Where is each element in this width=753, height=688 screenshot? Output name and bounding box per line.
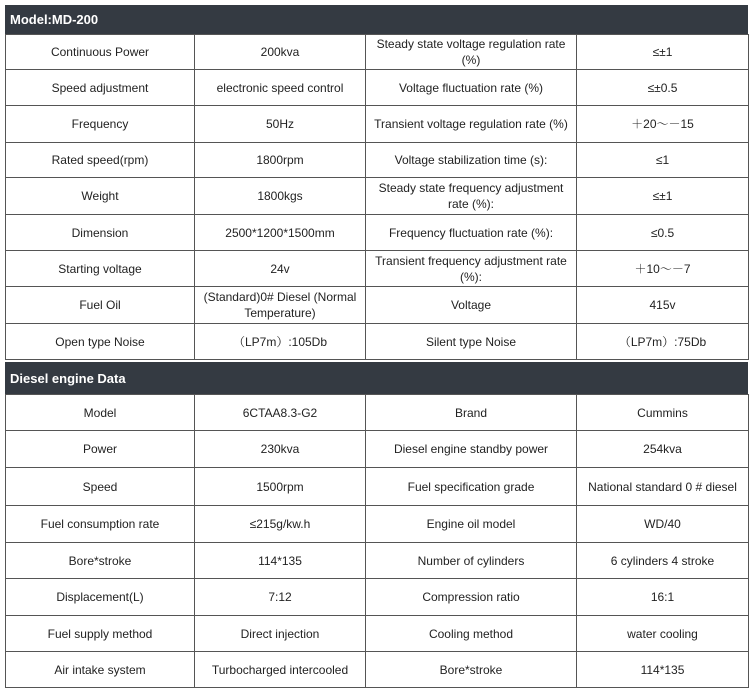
table-cell: Weight [6, 178, 195, 215]
table-cell: Turbocharged intercooled [195, 652, 366, 688]
table-row [6, 616, 749, 652]
table-cell: 16:1 [577, 579, 749, 616]
table-row [6, 431, 749, 468]
table-cell: Brand [366, 395, 577, 431]
table-cell: Cooling method [366, 616, 577, 652]
table-cell: Displacement(L) [6, 579, 195, 616]
table-cell: 6 cylinders 4 stroke [577, 543, 749, 579]
table-cell: Fuel consumption rate [6, 506, 195, 543]
table-cell: Transient frequency adjustment rate (%): [366, 251, 577, 287]
table-cell: （LP7m）:105Db [195, 324, 366, 360]
table-cell: Silent type Noise [366, 324, 577, 360]
table-cell: Voltage fluctuation rate (%) [366, 70, 577, 106]
table-cell: 1800kgs [195, 178, 366, 215]
table-row [6, 468, 749, 506]
table-cell: Rated speed(rpm) [6, 143, 195, 178]
table-cell: WD/40 [577, 506, 749, 543]
table-cell: ＋10～－7 [577, 251, 749, 287]
table-cell: 2500*1200*1500mm [195, 215, 366, 251]
table-cell: ≤215g/kw.h [195, 506, 366, 543]
table-cell: Air intake system [6, 652, 195, 688]
table-row [6, 251, 749, 287]
table-cell: Engine oil model [366, 506, 577, 543]
table-cell: Fuel supply method [6, 616, 195, 652]
table-cell: National standard 0 # diesel [577, 468, 749, 506]
table-cell: 200kva [195, 35, 366, 70]
table-row [6, 287, 749, 324]
table-row [6, 324, 749, 360]
table-cell: Speed [6, 468, 195, 506]
table-cell: Number of cylinders [366, 543, 577, 579]
table-cell: 1800rpm [195, 143, 366, 178]
table-cell: Continuous Power [6, 35, 195, 70]
table-cell: 230kva [195, 431, 366, 468]
table-cell: Voltage stabilization time (s): [366, 143, 577, 178]
table-cell: ≤±1 [577, 35, 749, 70]
table-cell: 6CTAA8.3-G2 [195, 395, 366, 431]
table-cell: Frequency fluctuation rate (%): [366, 215, 577, 251]
table-cell: Speed adjustment [6, 70, 195, 106]
table-cell: 415v [577, 287, 749, 324]
table-cell: Direct injection [195, 616, 366, 652]
table-cell: ≤0.5 [577, 215, 749, 251]
table-row [6, 579, 749, 616]
engine-spec-table [5, 394, 749, 688]
table-cell: 254kva [577, 431, 749, 468]
section-header-engine: Diesel engine Data [5, 362, 748, 394]
table-row [6, 106, 749, 143]
table-cell: Model [6, 395, 195, 431]
table-cell: 1500rpm [195, 468, 366, 506]
table-cell: Power [6, 431, 195, 468]
table-row [6, 70, 749, 106]
table-cell: Fuel Oil [6, 287, 195, 324]
table-cell: water cooling [577, 616, 749, 652]
table-cell: ＋20～－15 [577, 106, 749, 143]
section-header-model: Model:MD-200 [5, 5, 748, 34]
table-row [6, 178, 749, 215]
table-cell: Steady state frequency adjustment rate (%): [366, 178, 577, 215]
table-row [6, 652, 749, 688]
table-row [6, 543, 749, 579]
table-cell: electronic speed control [195, 70, 366, 106]
table-cell: Cummins [577, 395, 749, 431]
generator-spec-table [5, 34, 749, 360]
table-cell: (Standard)0# Diesel (Normal Temperature) [195, 287, 366, 324]
table-cell: Transient voltage regulation rate (%) [366, 106, 577, 143]
table-cell: Voltage [366, 287, 577, 324]
table-cell: Bore*stroke [366, 652, 577, 688]
table-cell: 50Hz [195, 106, 366, 143]
table-cell: 114*135 [195, 543, 366, 579]
table-cell: ≤±0.5 [577, 70, 749, 106]
table-cell: Diesel engine standby power [366, 431, 577, 468]
table-cell: ≤±1 [577, 178, 749, 215]
table-row [6, 215, 749, 251]
table-cell: Compression ratio [366, 579, 577, 616]
table-cell: Frequency [6, 106, 195, 143]
table-cell: 7:12 [195, 579, 366, 616]
table-cell: Starting voltage [6, 251, 195, 287]
table-row [6, 35, 749, 70]
table-row [6, 506, 749, 543]
spec-sheet [5, 5, 748, 688]
table-row [6, 395, 749, 431]
table-cell: Dimension [6, 215, 195, 251]
table-cell: Fuel specification grade [366, 468, 577, 506]
table-cell: Steady state voltage regulation rate (%) [366, 35, 577, 70]
table-row [6, 143, 749, 178]
table-cell: Open type Noise [6, 324, 195, 360]
table-cell: ≤1 [577, 143, 749, 178]
table-cell: 24v [195, 251, 366, 287]
table-cell: 114*135 [577, 652, 749, 688]
table-cell: （LP7m）:75Db [577, 324, 749, 360]
table-cell: Bore*stroke [6, 543, 195, 579]
